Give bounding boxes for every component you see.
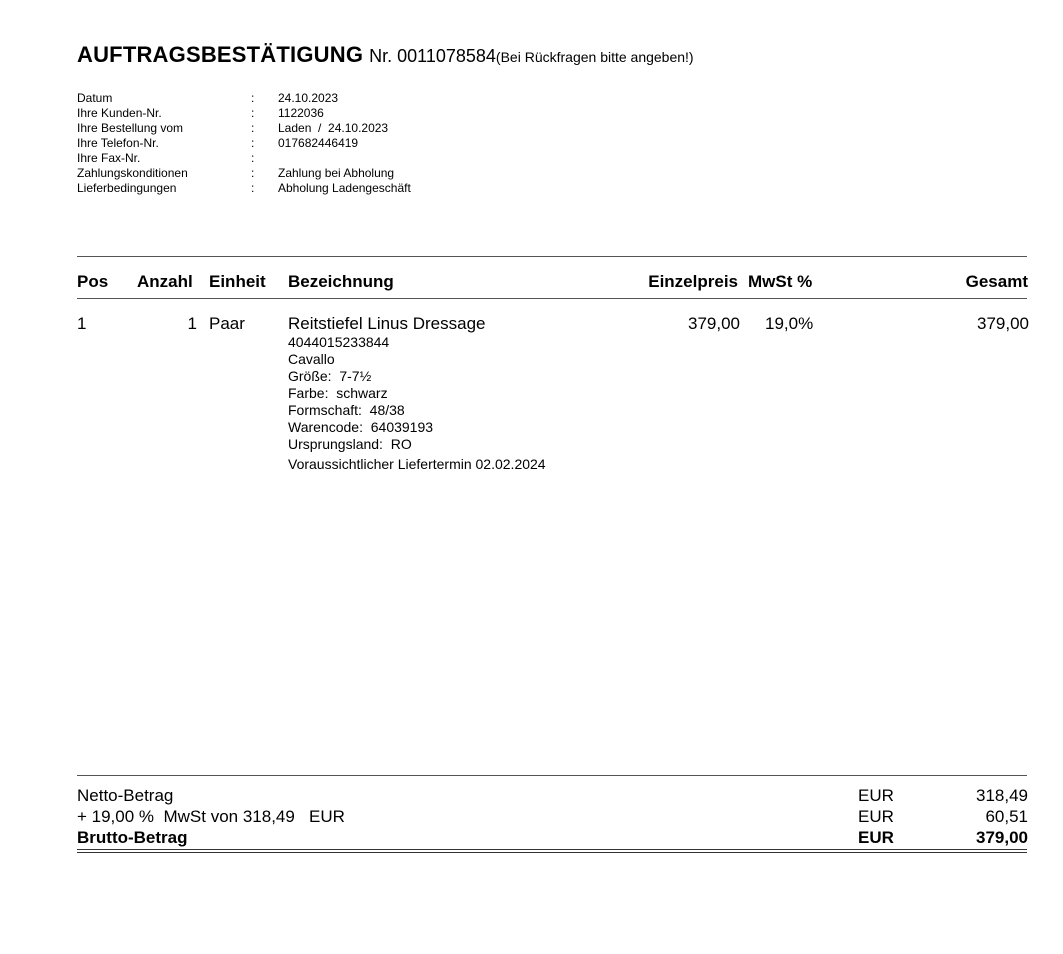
meta-value: 24.10.2023 [278, 91, 339, 105]
totals-divider [77, 775, 1027, 776]
netto-currency: EUR [858, 786, 894, 805]
header-mwst: MwSt % [748, 272, 813, 291]
meta-colon: : [251, 166, 255, 180]
meta-value: 017682446419 [278, 136, 359, 150]
mwst-label: + 19,00 % MwSt von 318,49 EUR [77, 807, 345, 826]
meta-row-zahlung [77, 166, 577, 181]
header-bezeichnung: Bezeichnung [288, 272, 394, 291]
item-details [288, 334, 433, 453]
document-title [77, 42, 694, 68]
header-einzelpreis: Einzelpreis [648, 272, 738, 291]
mwst-currency: EUR [858, 807, 894, 826]
item-pos: 1 [77, 314, 87, 333]
meta-label: Lieferbedingungen [77, 181, 177, 195]
brutto-label: Brutto-Betrag [77, 828, 188, 847]
meta-label: Zahlungskonditionen [77, 166, 188, 180]
item-delivery-date: Voraussichtlicher Liefertermin 02.02.2024 [288, 456, 546, 472]
item-origin: Ursprungsland: RO [288, 436, 412, 452]
item-anzahl: 1 [187, 314, 197, 333]
meta-label: Ihre Bestellung vom [77, 121, 184, 135]
order-meta [77, 91, 577, 196]
meta-row-fax [77, 151, 577, 166]
header-einheit: Einheit [209, 272, 266, 291]
meta-value: Zahlung bei Abholung [278, 166, 395, 180]
meta-label: Ihre Fax-Nr. [77, 151, 141, 165]
brutto-currency: EUR [858, 828, 894, 847]
order-number: Nr. 0011078584 [369, 46, 496, 66]
item-shaft: Formschaft: 48/38 [288, 402, 405, 418]
meta-label: Ihre Kunden-Nr. [77, 106, 162, 120]
netto-label: Netto-Betrag [77, 786, 174, 805]
item-einheit: Paar [209, 314, 245, 333]
title-heading: AUFTRAGSBESTÄTIGUNG [77, 42, 364, 67]
brutto-value: 379,00 [976, 828, 1028, 847]
meta-row-liefer [77, 181, 577, 196]
table-top-divider [77, 256, 1027, 257]
item-einzelpreis: 379,00 [688, 314, 740, 333]
meta-label: Ihre Telefon-Nr. [77, 136, 159, 150]
header-anzahl: Anzahl [137, 272, 193, 291]
meta-row-datum [77, 91, 577, 106]
meta-row-kunden-nr [77, 106, 577, 121]
meta-colon: : [251, 136, 255, 150]
order-number-note: (Bei Rückfragen bitte angeben!) [495, 49, 694, 65]
mwst-value: 60,51 [985, 807, 1028, 826]
meta-colon: : [251, 181, 255, 195]
item-mwst: 19,0% [765, 314, 814, 333]
meta-colon: : [251, 91, 255, 105]
meta-row-telefon [77, 136, 577, 151]
meta-value: 1122036 [278, 106, 324, 120]
item-size: Größe: 7-7½ [288, 368, 372, 384]
item-warencode: Warencode: 64039193 [288, 419, 434, 435]
header-gesamt: Gesamt [965, 272, 1028, 291]
meta-value: Laden / 24.10.2023 [278, 121, 389, 135]
item-bezeichnung: Reitstiefel Linus Dressage [288, 314, 486, 333]
meta-colon: : [251, 106, 255, 120]
meta-label: Datum [77, 91, 113, 105]
meta-value: Abholung Ladengeschäft [278, 181, 411, 195]
item-gesamt: 379,00 [977, 314, 1029, 333]
meta-row-bestellung [77, 121, 577, 136]
netto-value: 318,49 [976, 786, 1028, 805]
brutto-double-rule-top [77, 849, 1027, 850]
table-header-divider [77, 298, 1027, 299]
item-ean: 4044015233844 [288, 334, 390, 350]
item-brand: Cavallo [288, 351, 335, 367]
meta-colon: : [251, 151, 255, 165]
brutto-double-rule-bottom [77, 852, 1027, 853]
item-color: Farbe: schwarz [288, 385, 388, 401]
header-pos: Pos [77, 272, 109, 291]
meta-colon: : [251, 121, 255, 135]
